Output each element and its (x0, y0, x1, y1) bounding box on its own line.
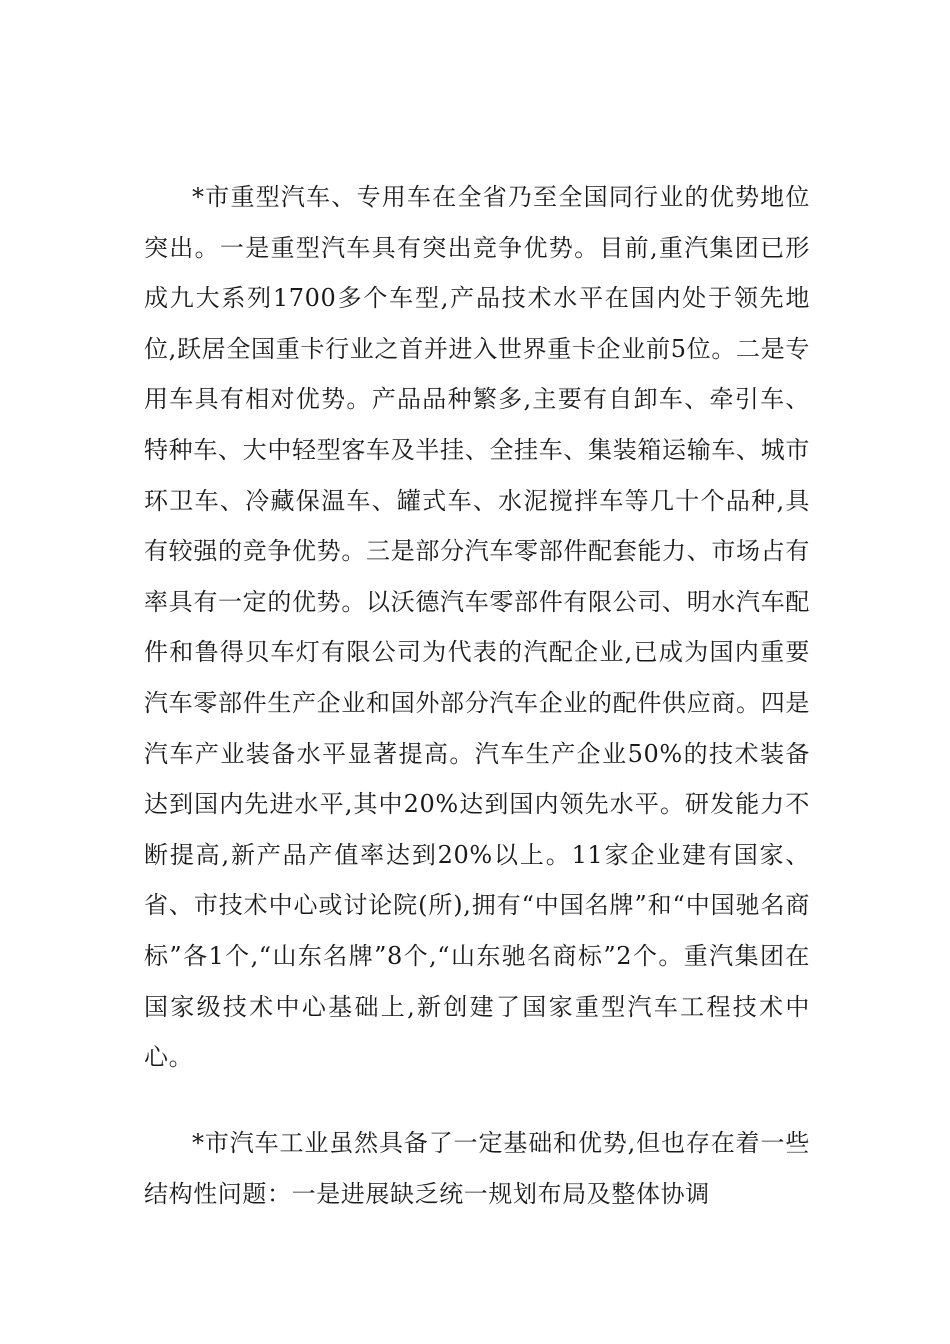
body-paragraph: *市重型汽车、专用车在全省乃至全国同行业的优势地位突出。一是重型汽车具有突出竞争优势。目前,重汽集团已形成九大系列1700多个车型,产品技术水平在国内处于领先地位,跃居全国重卡行业之首并进入世界重卡企业前5位。二是专用车具有相对优势。产品品种繁多,主要有自卸车、牵引车、特种车、大中轻型客车及半挂、全挂车、集装箱运输车、城市环卫车、冷藏保温车、罐式车、水泥搅拌车等几十个品种,具有较强的竞争优势。三是部分汽车零部件配套能力、市场占有率具有一定的优势。以沃德汽车零部件有限公司、明水汽车配件和鲁得贝车灯有限公司为代表的汽配企业,已成为国内重要汽车零部件生产企业和国外部分汽车企业的配件供应商。四是汽车产业装备水平显著提高。汽车生产企业50%的技术装备达到国内先进水平,其中20%达到国内领先水平。研发能力不断提高,新产品产值率达到20%以上。11家企业建有国家、省、市技术中心或讨论院(所),拥有“中国名牌”和“中国驰名商标”各1个,“山东名牌”8个,“山东驰名商标”2个。重汽集团在国家级技术中心基础上,新创建了国家重型汽车工程技术中心。 (144, 183, 810, 1072)
body-paragraph: *市汽车工业虽然具备了一定基础和优势,但也存在着一些结构性问题：一是进展缺乏统一规划布局及整体协调 (144, 1129, 810, 1208)
